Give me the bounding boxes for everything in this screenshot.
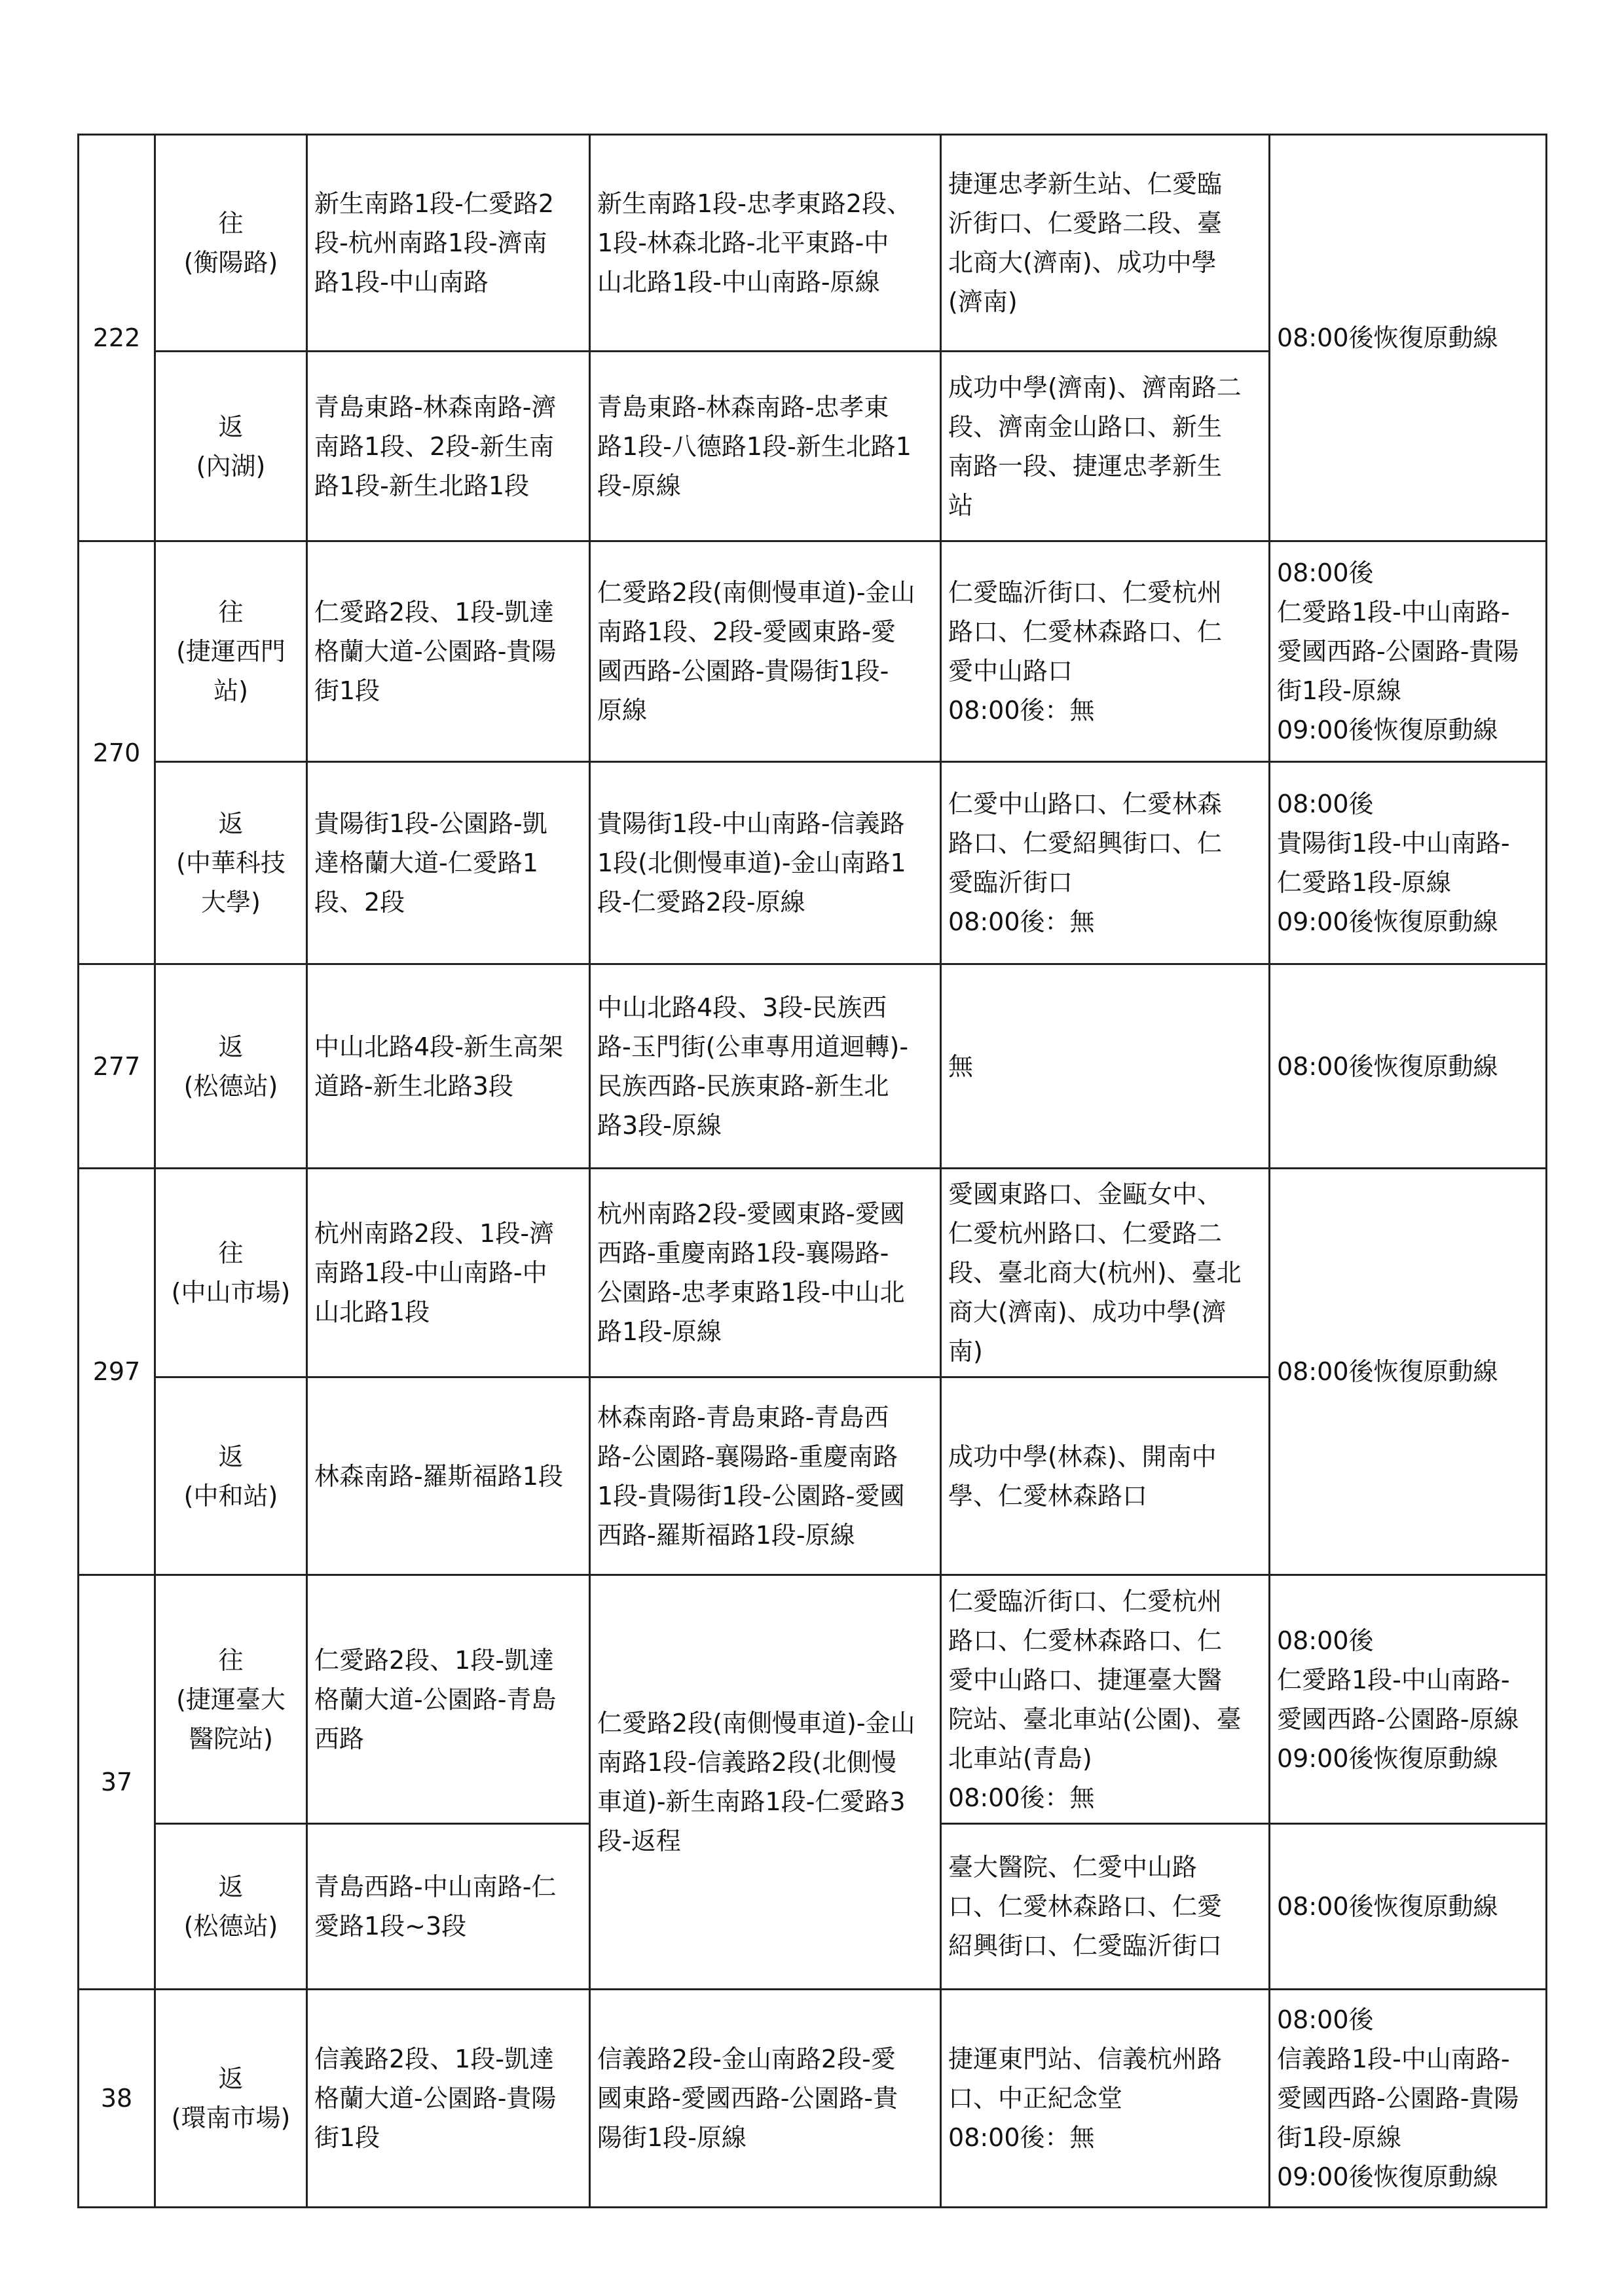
affected-stops-cell: 成功中學(林森)、開南中 學、仁愛林森路口 [941, 1377, 1270, 1575]
direction-cell: 往 (中山市場) [155, 1169, 307, 1377]
table-row [79, 541, 1547, 762]
restore-time-cell: 08:00後恢復原動線 [1270, 1824, 1547, 1990]
original-route-cell: 青島西路-中山南路-仁 愛路1段~3段 [307, 1824, 590, 1990]
route-number: 270 [79, 541, 155, 964]
table-row [79, 964, 1547, 1169]
affected-stops-cell: 捷運忠孝新生站、仁愛臨 沂街口、仁愛路二段、臺 北商大(濟南)、成功中學 (濟南) [941, 135, 1270, 352]
direction-cell: 返 (環南市場) [155, 1990, 307, 2208]
detour-route-cell: 林森南路-青島東路-青島西 路-公園路-襄陽路-重慶南路 1段-貴陽街1段-公園路-愛國 西路-羅斯福路1段-原線 [590, 1377, 941, 1575]
restore-time-cell: 08:00後恢復原動線 [1270, 1169, 1547, 1575]
detour-route-cell: 杭州南路2段-愛國東路-愛國 西路-重慶南路1段-襄陽路- 公園路-忠孝東路1段-中山北 路1段-原線 [590, 1169, 941, 1377]
restore-time-cell: 08:00後 信義路1段-中山南路- 愛國西路-公園路-貴陽 街1段-原線 09:00後恢復原動線 [1270, 1990, 1547, 2208]
original-route-cell: 青島東路-林森南路-濟 南路1段、2段-新生南 路1段-新生北路1段 [307, 352, 590, 541]
restore-time-cell: 08:00後恢復原動線 [1270, 964, 1547, 1169]
direction-cell: 返 (中華科技 大學) [155, 762, 307, 964]
restore-time-cell: 08:00後恢復原動線 [1270, 135, 1547, 541]
detour-route-cell: 信義路2段-金山南路2段-愛 國東路-愛國西路-公園路-貴 陽街1段-原線 [590, 1990, 941, 2208]
affected-stops-cell: 仁愛臨沂街口、仁愛杭州 路口、仁愛林森路口、仁 愛中山路口 08:00後：無 [941, 541, 1270, 762]
direction-cell: 往 (捷運西門 站) [155, 541, 307, 762]
original-route-cell: 新生南路1段-仁愛路2 段-杭州南路1段-濟南 路1段-中山南路 [307, 135, 590, 352]
restore-time-cell: 08:00後 仁愛路1段-中山南路- 愛國西路-公園路-貴陽 街1段-原線 09:00後恢復原動線 [1270, 541, 1547, 762]
route-number: 37 [79, 1575, 155, 1990]
affected-stops-cell: 愛國東路口、金甌女中、 仁愛杭州路口、仁愛路二 段、臺北商大(杭州)、臺北 商大(濟南)、成功中學(濟 南) [941, 1169, 1270, 1377]
affected-stops-cell: 仁愛臨沂街口、仁愛杭州 路口、仁愛林森路口、仁 愛中山路口、捷運臺大醫 院站、臺北車站(公園)、臺 北車站(青島) 08:00後：無 [941, 1575, 1270, 1824]
table-row [79, 762, 1547, 964]
table-row [79, 1169, 1547, 1377]
detour-route-cell: 中山北路4段、3段-民族西 路-玉門街(公車專用道迴轉)- 民族西路-民族東路-新生北 路3段-原線 [590, 964, 941, 1169]
affected-stops-cell: 捷運東門站、信義杭州路 口、中正紀念堂 08:00後：無 [941, 1990, 1270, 2208]
original-route-cell: 中山北路4段-新生高架 道路-新生北路3段 [307, 964, 590, 1169]
direction-cell: 返 (內湖) [155, 352, 307, 541]
detour-route-cell: 新生南路1段-忠孝東路2段、 1段-林森北路-北平東路-中 山北路1段-中山南路-原線 [590, 135, 941, 352]
original-route-cell: 杭州南路2段、1段-濟 南路1段-中山南路-中 山北路1段 [307, 1169, 590, 1377]
route-number: 38 [79, 1990, 155, 2208]
affected-stops-cell: 仁愛中山路口、仁愛林森 路口、仁愛紹興街口、仁 愛臨沂街口 08:00後：無 [941, 762, 1270, 964]
restore-time-cell: 08:00後 貴陽街1段-中山南路- 仁愛路1段-原線 09:00後恢復原動線 [1270, 762, 1547, 964]
affected-stops-cell: 成功中學(濟南)、濟南路二 段、濟南金山路口、新生 南路一段、捷運忠孝新生 站 [941, 352, 1270, 541]
restore-time-cell: 08:00後 仁愛路1段-中山南路- 愛國西路-公園路-原線 09:00後恢復原動線 [1270, 1575, 1547, 1824]
direction-cell: 返 (中和站) [155, 1377, 307, 1575]
detour-route-cell: 仁愛路2段(南側慢車道)-金山 南路1段、2段-愛國東路-愛 國西路-公園路-貴陽街1段- 原線 [590, 541, 941, 762]
affected-stops-cell: 無 [941, 964, 1270, 1169]
route-number: 297 [79, 1169, 155, 1575]
direction-cell: 往 (衡陽路) [155, 135, 307, 352]
original-route-cell: 仁愛路2段、1段-凱達 格蘭大道-公園路-貴陽 街1段 [307, 541, 590, 762]
route-number: 277 [79, 964, 155, 1169]
affected-stops-cell: 臺大醫院、仁愛中山路 口、仁愛林森路口、仁愛 紹興街口、仁愛臨沂街口 [941, 1824, 1270, 1990]
detour-route-cell: 仁愛路2段(南側慢車道)-金山 南路1段-信義路2段(北側慢 車道)-新生南路1段-仁愛路3 段-返程 [590, 1575, 941, 1990]
detour-route-cell: 青島東路-林森南路-忠孝東 路1段-八德路1段-新生北路1 段-原線 [590, 352, 941, 541]
direction-cell: 返 (松德站) [155, 1824, 307, 1990]
original-route-cell: 林森南路-羅斯福路1段 [307, 1377, 590, 1575]
route-number: 222 [79, 135, 155, 541]
original-route-cell: 貴陽街1段-公園路-凱 達格蘭大道-仁愛路1 段、2段 [307, 762, 590, 964]
table-row [79, 1990, 1547, 2208]
table-row [79, 1575, 1547, 1824]
detour-route-cell: 貴陽街1段-中山南路-信義路 1段(北側慢車道)-金山南路1 段-仁愛路2段-原線 [590, 762, 941, 964]
direction-cell: 往 (捷運臺大 醫院站) [155, 1575, 307, 1824]
route-detour-table [77, 134, 1547, 2208]
original-route-cell: 仁愛路2段、1段-凱達 格蘭大道-公園路-青島 西路 [307, 1575, 590, 1824]
original-route-cell: 信義路2段、1段-凱達 格蘭大道-公園路-貴陽 街1段 [307, 1990, 590, 2208]
table-row [79, 135, 1547, 352]
direction-cell: 返 (松德站) [155, 964, 307, 1169]
